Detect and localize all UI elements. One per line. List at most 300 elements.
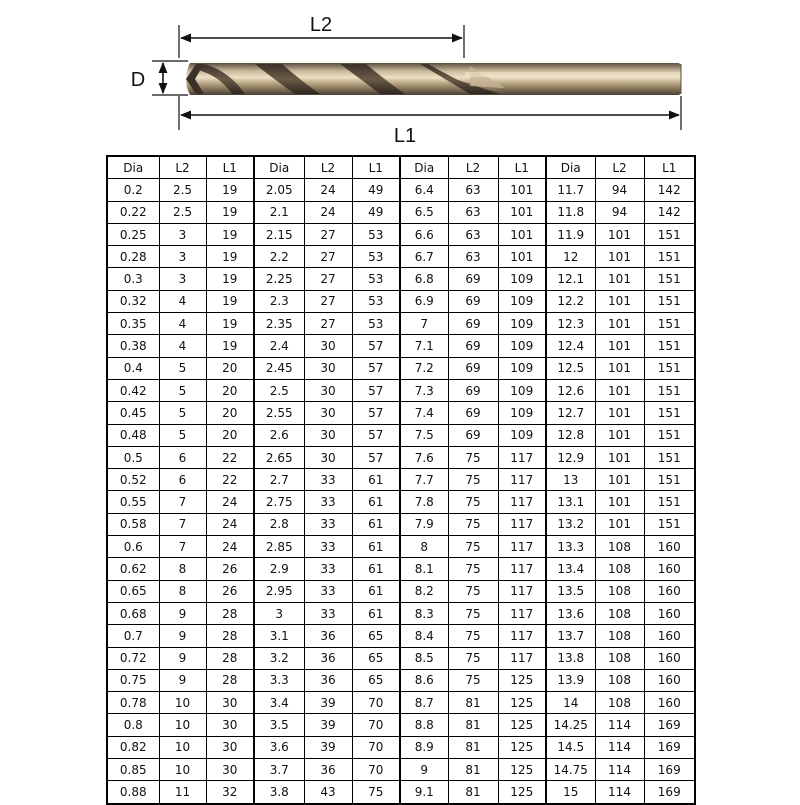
table-cell-l2: 101	[595, 268, 644, 290]
table-cell-l1: 160	[644, 558, 695, 580]
table-cell-l1: 57	[352, 402, 400, 424]
table-cell-dia: 2.65	[254, 446, 304, 468]
column-header-dia-group-3: Dia	[400, 156, 448, 179]
table-cell-l1: 65	[352, 625, 400, 647]
table-cell-dia: 13.4	[546, 558, 595, 580]
table-cell-l2: 7	[159, 491, 206, 513]
table-cell-l1: 151	[644, 223, 695, 245]
table-cell-l2: 39	[304, 692, 352, 714]
table-cell-dia: 0.85	[107, 759, 159, 781]
table-cell-dia: 0.4	[107, 357, 159, 379]
table-row	[107, 491, 695, 513]
table-cell-l1: 61	[352, 558, 400, 580]
table-cell-dia: 6.9	[400, 290, 448, 312]
table-cell-l2: 75	[448, 513, 498, 535]
drill-bit-image	[186, 63, 681, 95]
table-cell-dia: 11.8	[546, 201, 595, 223]
table-cell-l2: 63	[448, 179, 498, 201]
table-cell-l2: 30	[304, 424, 352, 446]
table-cell-dia: 13.2	[546, 513, 595, 535]
table-cell-l1: 125	[498, 714, 546, 736]
table-row	[107, 335, 695, 357]
table-cell-dia: 2.6	[254, 424, 304, 446]
table-cell-l1: 24	[206, 491, 254, 513]
table-cell-dia: 2.5	[254, 379, 304, 401]
table-cell-l2: 11	[159, 781, 206, 804]
table-cell-l1: 151	[644, 246, 695, 268]
table-cell-dia: 0.48	[107, 424, 159, 446]
table-row	[107, 714, 695, 736]
table-cell-l2: 36	[304, 759, 352, 781]
table-row	[107, 469, 695, 491]
table-cell-dia: 12.2	[546, 290, 595, 312]
table-cell-l1: 151	[644, 513, 695, 535]
table-cell-l1: 117	[498, 469, 546, 491]
table-cell-l1: 109	[498, 402, 546, 424]
table-cell-dia: 8.1	[400, 558, 448, 580]
table-cell-l2: 75	[448, 580, 498, 602]
table-cell-dia: 0.42	[107, 379, 159, 401]
table-cell-l2: 36	[304, 669, 352, 691]
table-cell-l2: 108	[595, 580, 644, 602]
table-cell-l1: 160	[644, 692, 695, 714]
table-cell-l1: 160	[644, 580, 695, 602]
table-cell-l2: 114	[595, 714, 644, 736]
table-cell-l1: 20	[206, 424, 254, 446]
table-cell-dia: 13.3	[546, 536, 595, 558]
table-cell-l2: 9	[159, 669, 206, 691]
table-cell-dia: 3.3	[254, 669, 304, 691]
table-cell-l1: 151	[644, 491, 695, 513]
column-header-l2-group-2: L2	[304, 156, 352, 179]
table-cell-l2: 81	[448, 759, 498, 781]
table-cell-l2: 69	[448, 379, 498, 401]
table-cell-l1: 30	[206, 714, 254, 736]
table-cell-l1: 125	[498, 759, 546, 781]
table-cell-l2: 5	[159, 357, 206, 379]
table-cell-dia: 9	[400, 759, 448, 781]
table-cell-l2: 101	[595, 424, 644, 446]
table-cell-l1: 24	[206, 536, 254, 558]
table-cell-l1: 61	[352, 469, 400, 491]
table-cell-dia: 0.25	[107, 223, 159, 245]
table-cell-dia: 2.3	[254, 290, 304, 312]
table-cell-dia: 3.4	[254, 692, 304, 714]
table-cell-l2: 114	[595, 759, 644, 781]
table-cell-l2: 75	[448, 491, 498, 513]
table-cell-dia: 8	[400, 536, 448, 558]
table-row	[107, 625, 695, 647]
table-cell-dia: 2.35	[254, 313, 304, 335]
table-cell-l2: 5	[159, 379, 206, 401]
table-cell-l1: 61	[352, 513, 400, 535]
table-cell-l1: 109	[498, 268, 546, 290]
table-cell-l2: 81	[448, 736, 498, 758]
table-cell-l2: 33	[304, 469, 352, 491]
table-cell-dia: 0.8	[107, 714, 159, 736]
column-header-l1-group-3: L1	[498, 156, 546, 179]
drill-size-table	[106, 155, 696, 805]
table-cell-l1: 169	[644, 736, 695, 758]
table-cell-l1: 101	[498, 223, 546, 245]
table-cell-dia: 7.4	[400, 402, 448, 424]
table-cell-l2: 69	[448, 335, 498, 357]
table-cell-l1: 70	[352, 714, 400, 736]
table-cell-l1: 19	[206, 290, 254, 312]
table-row	[107, 246, 695, 268]
table-row	[107, 357, 695, 379]
table-cell-l2: 30	[304, 402, 352, 424]
table-row	[107, 536, 695, 558]
table-cell-l1: 28	[206, 669, 254, 691]
table-row	[107, 201, 695, 223]
table-cell-dia: 12.7	[546, 402, 595, 424]
table-cell-dia: 2.4	[254, 335, 304, 357]
table-cell-dia: 0.3	[107, 268, 159, 290]
table-cell-dia: 2.9	[254, 558, 304, 580]
table-cell-l2: 43	[304, 781, 352, 804]
table-cell-l1: 101	[498, 179, 546, 201]
table-cell-l1: 125	[498, 781, 546, 804]
l1-label: L1	[393, 125, 417, 147]
table-cell-dia: 12.5	[546, 357, 595, 379]
table-cell-l2: 6	[159, 446, 206, 468]
table-cell-l1: 22	[206, 446, 254, 468]
table-cell-l2: 3	[159, 223, 206, 245]
table-cell-dia: 2.8	[254, 513, 304, 535]
table-cell-l1: 160	[644, 625, 695, 647]
table-row	[107, 692, 695, 714]
table-cell-l1: 53	[352, 313, 400, 335]
table-cell-l1: 151	[644, 290, 695, 312]
table-cell-l1: 20	[206, 402, 254, 424]
table-cell-l1: 117	[498, 558, 546, 580]
table-cell-l1: 117	[498, 513, 546, 535]
table-cell-l2: 101	[595, 446, 644, 468]
table-cell-l2: 8	[159, 580, 206, 602]
table-cell-dia: 6.7	[400, 246, 448, 268]
table-cell-dia: 13	[546, 469, 595, 491]
table-cell-l1: 20	[206, 379, 254, 401]
table-cell-l2: 30	[304, 357, 352, 379]
table-cell-dia: 0.45	[107, 402, 159, 424]
table-cell-l2: 8	[159, 558, 206, 580]
table-cell-l1: 65	[352, 647, 400, 669]
table-cell-l1: 22	[206, 469, 254, 491]
table-cell-dia: 13.5	[546, 580, 595, 602]
table-row	[107, 759, 695, 781]
table-cell-dia: 6.5	[400, 201, 448, 223]
table-cell-dia: 3.2	[254, 647, 304, 669]
table-cell-dia: 7.2	[400, 357, 448, 379]
table-cell-l2: 75	[448, 536, 498, 558]
table-row	[107, 602, 695, 624]
table-cell-l1: 61	[352, 536, 400, 558]
table-cell-l2: 24	[304, 201, 352, 223]
table-cell-dia: 12.8	[546, 424, 595, 446]
table-cell-l1: 151	[644, 424, 695, 446]
d-label: D	[130, 69, 146, 91]
table-cell-l2: 30	[304, 446, 352, 468]
table-cell-l1: 61	[352, 491, 400, 513]
table-body	[107, 179, 695, 804]
table-cell-l1: 28	[206, 625, 254, 647]
table-cell-dia: 3.7	[254, 759, 304, 781]
table-cell-l2: 101	[595, 513, 644, 535]
table-cell-dia: 13.8	[546, 647, 595, 669]
table-cell-dia: 0.35	[107, 313, 159, 335]
table-cell-l2: 4	[159, 290, 206, 312]
table-cell-l1: 101	[498, 246, 546, 268]
table-cell-l1: 151	[644, 379, 695, 401]
table-cell-l2: 69	[448, 424, 498, 446]
table-cell-l1: 19	[206, 223, 254, 245]
table-row	[107, 223, 695, 245]
table-cell-dia: 7.7	[400, 469, 448, 491]
table-cell-l2: 2.5	[159, 179, 206, 201]
table-cell-dia: 8.2	[400, 580, 448, 602]
table-cell-l1: 19	[206, 313, 254, 335]
table-header-row	[107, 156, 695, 179]
table-cell-l1: 26	[206, 580, 254, 602]
table-cell-dia: 0.75	[107, 669, 159, 691]
table-cell-l2: 101	[595, 469, 644, 491]
table-cell-l2: 81	[448, 692, 498, 714]
table-cell-dia: 2.85	[254, 536, 304, 558]
column-header-dia-group-4: Dia	[546, 156, 595, 179]
table-cell-l2: 101	[595, 379, 644, 401]
table-cell-dia: 14.75	[546, 759, 595, 781]
table-cell-l1: 117	[498, 491, 546, 513]
column-header-l2-group-1: L2	[159, 156, 206, 179]
table-cell-l2: 27	[304, 223, 352, 245]
table-cell-l2: 63	[448, 201, 498, 223]
table-cell-l2: 69	[448, 290, 498, 312]
table-cell-l2: 94	[595, 179, 644, 201]
table-cell-dia: 13.6	[546, 602, 595, 624]
table-cell-dia: 12.1	[546, 268, 595, 290]
table-cell-l1: 19	[206, 335, 254, 357]
table-cell-dia: 14.25	[546, 714, 595, 736]
column-header-l2-group-3: L2	[448, 156, 498, 179]
table-cell-l1: 24	[206, 513, 254, 535]
table-cell-l2: 63	[448, 246, 498, 268]
table-cell-l2: 10	[159, 736, 206, 758]
table-cell-l2: 2.5	[159, 201, 206, 223]
table-cell-dia: 12.4	[546, 335, 595, 357]
table-cell-l2: 30	[304, 379, 352, 401]
table-cell-l1: 30	[206, 692, 254, 714]
table-cell-l1: 160	[644, 602, 695, 624]
table-cell-dia: 14	[546, 692, 595, 714]
table-cell-l1: 169	[644, 781, 695, 804]
table-cell-dia: 2.75	[254, 491, 304, 513]
table-cell-l2: 69	[448, 402, 498, 424]
table-cell-l1: 151	[644, 268, 695, 290]
table-cell-dia: 2.45	[254, 357, 304, 379]
table-cell-l1: 151	[644, 469, 695, 491]
table-cell-l1: 30	[206, 736, 254, 758]
table-cell-l1: 109	[498, 290, 546, 312]
table-cell-dia: 0.32	[107, 290, 159, 312]
table-cell-l2: 101	[595, 290, 644, 312]
table-cell-l2: 4	[159, 313, 206, 335]
table-cell-dia: 0.88	[107, 781, 159, 804]
table-cell-dia: 2.15	[254, 223, 304, 245]
table-cell-l2: 4	[159, 335, 206, 357]
table-cell-l2: 101	[595, 402, 644, 424]
drill-size-table-container	[106, 155, 694, 805]
table-cell-l1: 109	[498, 335, 546, 357]
table-cell-dia: 12	[546, 246, 595, 268]
table-cell-l1: 57	[352, 379, 400, 401]
table-cell-dia: 12.9	[546, 446, 595, 468]
column-header-l1-group-4: L1	[644, 156, 695, 179]
table-cell-dia: 0.52	[107, 469, 159, 491]
table-cell-l2: 108	[595, 692, 644, 714]
table-cell-l2: 69	[448, 313, 498, 335]
table-cell-dia: 8.5	[400, 647, 448, 669]
table-cell-l2: 6	[159, 469, 206, 491]
table-cell-l2: 114	[595, 781, 644, 804]
table-cell-l1: 125	[498, 692, 546, 714]
table-cell-l1: 49	[352, 179, 400, 201]
table-cell-l1: 117	[498, 446, 546, 468]
table-cell-l1: 117	[498, 536, 546, 558]
table-cell-l1: 151	[644, 446, 695, 468]
table-cell-l2: 114	[595, 736, 644, 758]
table-cell-l1: 28	[206, 602, 254, 624]
table-cell-l1: 117	[498, 625, 546, 647]
table-cell-l1: 160	[644, 647, 695, 669]
table-cell-dia: 8.6	[400, 669, 448, 691]
table-cell-l1: 101	[498, 201, 546, 223]
table-cell-l2: 33	[304, 580, 352, 602]
table-cell-l1: 109	[498, 379, 546, 401]
table-cell-l2: 75	[448, 469, 498, 491]
table-cell-l2: 33	[304, 558, 352, 580]
table-cell-l2: 108	[595, 625, 644, 647]
table-cell-dia: 0.5	[107, 446, 159, 468]
table-cell-l2: 81	[448, 781, 498, 804]
table-cell-l2: 39	[304, 714, 352, 736]
table-cell-l1: 49	[352, 201, 400, 223]
table-cell-l1: 70	[352, 692, 400, 714]
table-cell-l2: 30	[304, 335, 352, 357]
table-cell-l1: 57	[352, 335, 400, 357]
table-cell-dia: 12.6	[546, 379, 595, 401]
table-row	[107, 424, 695, 446]
table-cell-dia: 6.4	[400, 179, 448, 201]
table-cell-l2: 33	[304, 491, 352, 513]
table-cell-dia: 3.6	[254, 736, 304, 758]
table-cell-l2: 108	[595, 669, 644, 691]
table-cell-l2: 36	[304, 625, 352, 647]
table-cell-l2: 75	[448, 625, 498, 647]
table-cell-l2: 33	[304, 536, 352, 558]
table-cell-l1: 109	[498, 313, 546, 335]
table-cell-l2: 33	[304, 513, 352, 535]
table-cell-l1: 151	[644, 313, 695, 335]
table-cell-l2: 101	[595, 357, 644, 379]
table-cell-dia: 14.5	[546, 736, 595, 758]
table-cell-l1: 53	[352, 268, 400, 290]
table-cell-l1: 57	[352, 446, 400, 468]
table-cell-dia: 13.9	[546, 669, 595, 691]
table-cell-l1: 160	[644, 669, 695, 691]
table-cell-l1: 30	[206, 759, 254, 781]
table-cell-l2: 9	[159, 647, 206, 669]
table-cell-l1: 117	[498, 602, 546, 624]
table-cell-dia: 7.6	[400, 446, 448, 468]
table-row	[107, 647, 695, 669]
table-cell-dia: 2.7	[254, 469, 304, 491]
table-row	[107, 736, 695, 758]
table-cell-l1: 61	[352, 602, 400, 624]
table-cell-l1: 57	[352, 424, 400, 446]
table-cell-dia: 0.65	[107, 580, 159, 602]
table-cell-dia: 11.9	[546, 223, 595, 245]
table-cell-l2: 108	[595, 647, 644, 669]
table-row	[107, 402, 695, 424]
table-cell-dia: 0.38	[107, 335, 159, 357]
table-cell-l1: 75	[352, 781, 400, 804]
table-cell-l2: 5	[159, 402, 206, 424]
table-cell-l2: 101	[595, 313, 644, 335]
table-cell-l1: 142	[644, 179, 695, 201]
table-cell-l2: 108	[595, 536, 644, 558]
column-header-dia-group-2: Dia	[254, 156, 304, 179]
table-cell-dia: 7.5	[400, 424, 448, 446]
table-cell-dia: 0.72	[107, 647, 159, 669]
table-cell-dia: 0.7	[107, 625, 159, 647]
table-cell-l2: 27	[304, 246, 352, 268]
table-row	[107, 558, 695, 580]
table-cell-l2: 9	[159, 602, 206, 624]
table-row	[107, 580, 695, 602]
table-cell-l2: 69	[448, 268, 498, 290]
table-cell-dia: 0.6	[107, 536, 159, 558]
table-cell-dia: 6.6	[400, 223, 448, 245]
table-cell-l1: 160	[644, 536, 695, 558]
table-cell-l2: 24	[304, 179, 352, 201]
table-cell-l2: 75	[448, 446, 498, 468]
table-cell-l2: 36	[304, 647, 352, 669]
table-cell-l1: 151	[644, 402, 695, 424]
table-cell-l1: 53	[352, 223, 400, 245]
table-cell-l1: 57	[352, 357, 400, 379]
table-cell-l1: 61	[352, 580, 400, 602]
table-cell-dia: 3	[254, 602, 304, 624]
table-cell-dia: 7.9	[400, 513, 448, 535]
table-row	[107, 446, 695, 468]
table-cell-dia: 0.28	[107, 246, 159, 268]
table-cell-l2: 27	[304, 268, 352, 290]
table-cell-dia: 0.58	[107, 513, 159, 535]
table-cell-l1: 125	[498, 736, 546, 758]
table-row	[107, 179, 695, 201]
table-cell-dia: 2.95	[254, 580, 304, 602]
table-cell-l2: 27	[304, 313, 352, 335]
table-cell-dia: 7	[400, 313, 448, 335]
drill-bit-diagram	[0, 0, 800, 150]
table-cell-l1: 26	[206, 558, 254, 580]
table-cell-l1: 19	[206, 246, 254, 268]
table-cell-dia: 8.8	[400, 714, 448, 736]
table-row	[107, 513, 695, 535]
table-cell-l2: 10	[159, 759, 206, 781]
table-cell-l2: 69	[448, 357, 498, 379]
